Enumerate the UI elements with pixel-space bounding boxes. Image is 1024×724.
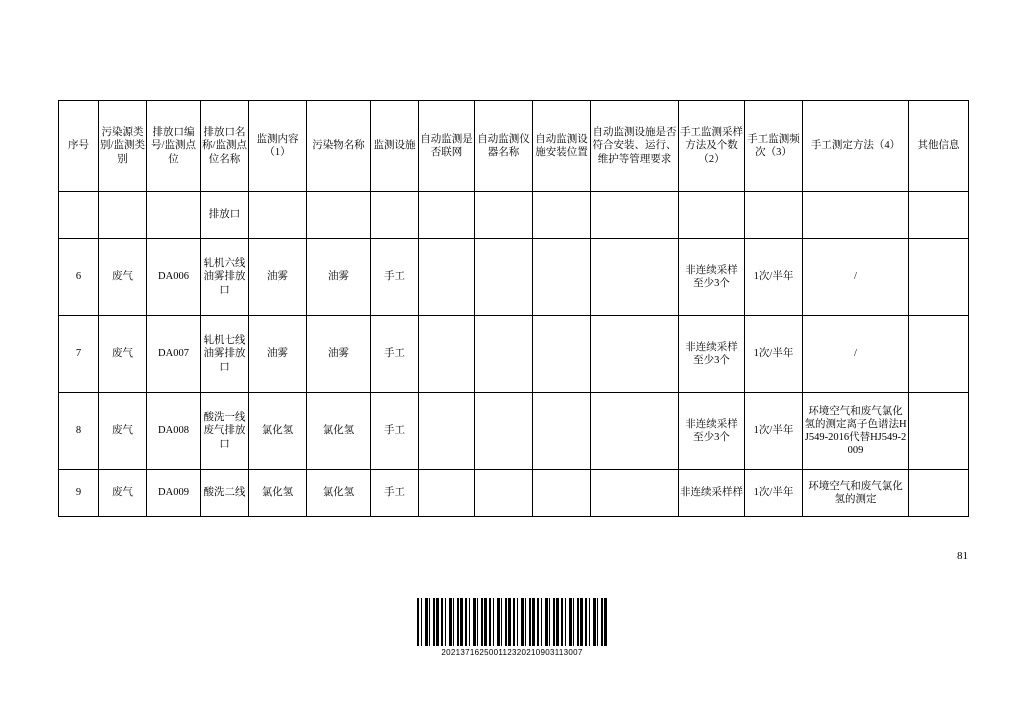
cell-index: 7 <box>59 316 99 393</box>
cell-manual-method <box>803 192 909 239</box>
cell-auto-compliance <box>591 470 679 517</box>
column-header-manual-frequency: 手工监测频次（3） <box>745 101 803 192</box>
cell-manual-sampling-method: 非连续采样样 <box>679 470 745 517</box>
cell-auto-network <box>419 316 475 393</box>
cell-auto-install-location <box>533 192 591 239</box>
cell-pollution-source-type: 废气 <box>99 239 147 316</box>
cell-auto-instrument-name <box>475 316 533 393</box>
cell-outlet-code: DA009 <box>147 470 201 517</box>
barcode <box>417 598 607 657</box>
table-row <box>59 239 969 316</box>
cell-monitor-content: 油雾 <box>249 316 307 393</box>
cell-auto-instrument-name <box>475 470 533 517</box>
cell-manual-frequency: 1次/半年 <box>745 393 803 470</box>
cell-monitor-facility: 手工 <box>371 239 419 316</box>
cell-monitor-facility <box>371 192 419 239</box>
cell-monitor-content: 氯化氢 <box>249 470 307 517</box>
cell-pollutant-name <box>307 192 371 239</box>
cell-monitor-facility: 手工 <box>371 316 419 393</box>
cell-other-info <box>909 316 969 393</box>
cell-manual-frequency <box>745 192 803 239</box>
cell-pollution-source-type: 废气 <box>99 470 147 517</box>
cell-outlet-code <box>147 192 201 239</box>
cell-index <box>59 192 99 239</box>
cell-auto-network <box>419 470 475 517</box>
monitoring-plan-table <box>58 100 969 517</box>
cell-manual-sampling-method <box>679 192 745 239</box>
column-header-auto-install-location: 自动监测设施安装位置 <box>533 101 591 192</box>
cell-outlet-name: 酸洗二线 <box>201 470 249 517</box>
cell-index: 8 <box>59 393 99 470</box>
column-header-other-info: 其他信息 <box>909 101 969 192</box>
cell-manual-method: / <box>803 316 909 393</box>
cell-pollution-source-type: 废气 <box>99 316 147 393</box>
cell-monitor-content: 油雾 <box>249 239 307 316</box>
cell-other-info <box>909 192 969 239</box>
table-row <box>59 316 969 393</box>
cell-pollutant-name: 油雾 <box>307 239 371 316</box>
column-header-outlet-name: 排放口名称/监测点位名称 <box>201 101 249 192</box>
cell-manual-sampling-method: 非连续采样 至少3个 <box>679 393 745 470</box>
cell-auto-compliance <box>591 239 679 316</box>
cell-index: 6 <box>59 239 99 316</box>
cell-manual-method: / <box>803 239 909 316</box>
cell-pollutant-name: 油雾 <box>307 316 371 393</box>
column-header-manual-sampling-method: 手工监测采样方法及个数（2） <box>679 101 745 192</box>
cell-auto-install-location <box>533 393 591 470</box>
cell-manual-frequency: 1次/半年 <box>745 239 803 316</box>
cell-monitor-content <box>249 192 307 239</box>
column-header-monitor-facility: 监测设施 <box>371 101 419 192</box>
cell-manual-sampling-method: 非连续采样 至少3个 <box>679 239 745 316</box>
cell-monitor-content: 氯化氢 <box>249 393 307 470</box>
cell-auto-network <box>419 239 475 316</box>
column-header-manual-method: 手工测定方法（4） <box>803 101 909 192</box>
column-header-pollutant-name: 污染物名称 <box>307 101 371 192</box>
cell-outlet-name: 轧机七线油雾排放口 <box>201 316 249 393</box>
table-row <box>59 393 969 470</box>
cell-auto-compliance <box>591 192 679 239</box>
cell-manual-method: 环境空气和废气氯化氢的测定离子色谱法HJ549-2016代替HJ549-2009 <box>803 393 909 470</box>
cell-auto-instrument-name <box>475 239 533 316</box>
column-header-monitor-content: 监测内容（1） <box>249 101 307 192</box>
cell-manual-sampling-method: 非连续采样 至少3个 <box>679 316 745 393</box>
cell-auto-network <box>419 192 475 239</box>
cell-other-info <box>909 393 969 470</box>
cell-monitor-facility: 手工 <box>371 393 419 470</box>
column-header-index: 序号 <box>59 101 99 192</box>
column-header-auto-compliance: 自动监测设施是否符合安装、运行、维护等管理要求 <box>591 101 679 192</box>
table-row <box>59 470 969 517</box>
cell-index: 9 <box>59 470 99 517</box>
cell-other-info <box>909 239 969 316</box>
cell-outlet-name: 轧机六线油雾排放口 <box>201 239 249 316</box>
cell-other-info <box>909 470 969 517</box>
column-header-pollution-source-type: 污染源类别/监测类别 <box>99 101 147 192</box>
cell-outlet-code: DA008 <box>147 393 201 470</box>
cell-outlet-code: DA006 <box>147 239 201 316</box>
cell-auto-install-location <box>533 239 591 316</box>
cell-pollutant-name: 氯化氢 <box>307 470 371 517</box>
cell-pollution-source-type <box>99 192 147 239</box>
cell-manual-frequency: 1次/半年 <box>745 316 803 393</box>
cell-manual-frequency: 1次/半年 <box>745 470 803 517</box>
cell-pollutant-name: 氯化氢 <box>307 393 371 470</box>
cell-auto-compliance <box>591 393 679 470</box>
table-row <box>59 192 969 239</box>
barcode-number: 202137162500112320210903113007 <box>441 648 583 657</box>
cell-auto-compliance <box>591 316 679 393</box>
page-number: 81 <box>957 550 968 562</box>
cell-auto-instrument-name <box>475 192 533 239</box>
cell-outlet-name: 排放口 <box>201 192 249 239</box>
column-header-auto-instrument-name: 自动监测仪器名称 <box>475 101 533 192</box>
column-header-outlet-code: 排放口编号/监测点位 <box>147 101 201 192</box>
cell-auto-network <box>419 393 475 470</box>
cell-pollution-source-type: 废气 <box>99 393 147 470</box>
table-header-row <box>59 101 969 192</box>
cell-outlet-code: DA007 <box>147 316 201 393</box>
cell-monitor-facility: 手工 <box>371 470 419 517</box>
column-header-auto-network: 自动监测是否联网 <box>419 101 475 192</box>
cell-manual-method: 环境空气和废气氯化氢的测定 <box>803 470 909 517</box>
barcode-bars <box>417 598 607 646</box>
cell-auto-install-location <box>533 470 591 517</box>
cell-auto-instrument-name <box>475 393 533 470</box>
cell-auto-install-location <box>533 316 591 393</box>
cell-outlet-name: 酸洗一线废气排放口 <box>201 393 249 470</box>
